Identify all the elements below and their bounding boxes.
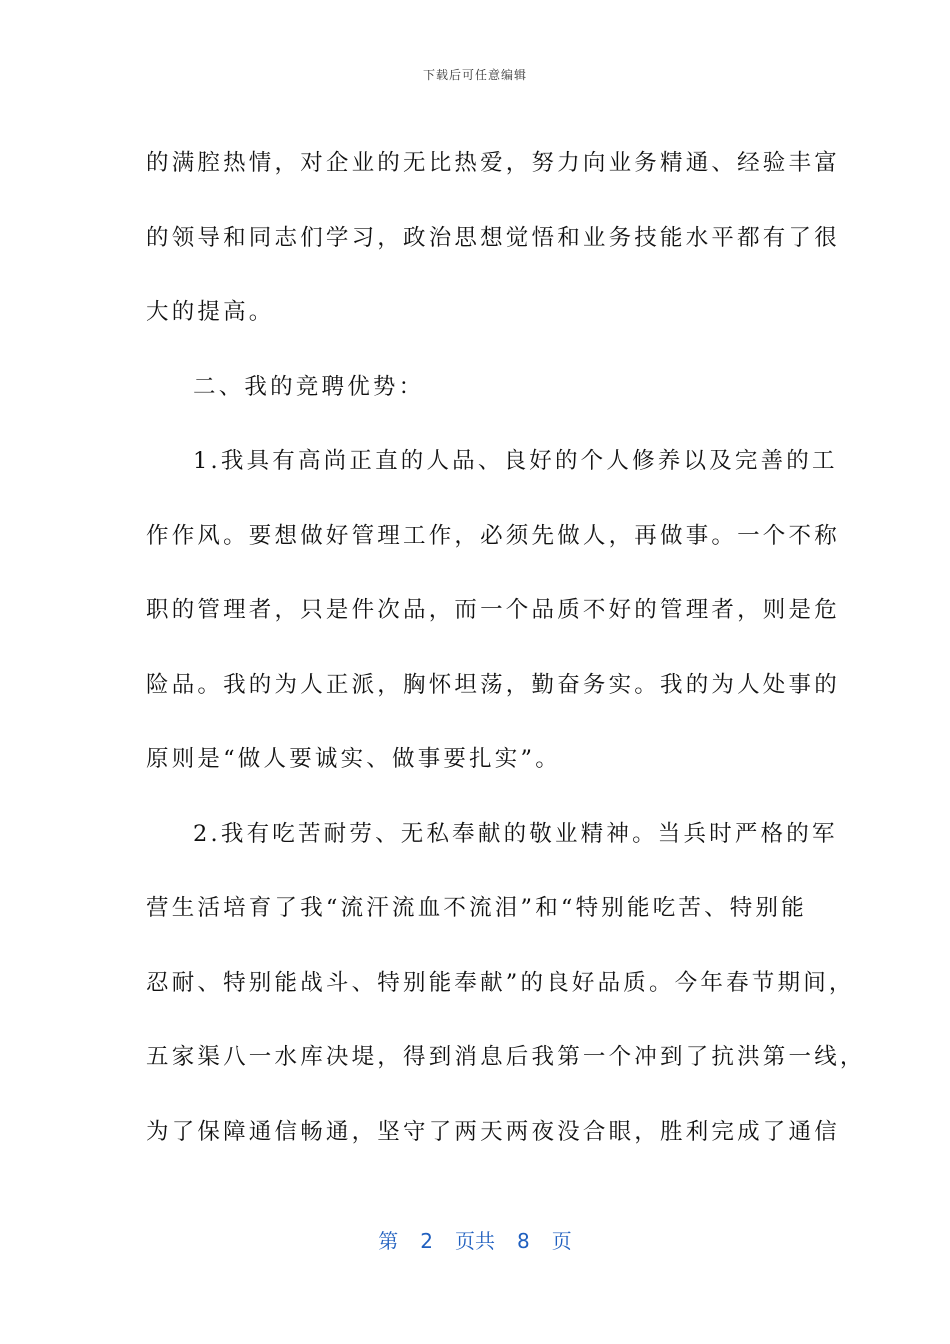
current-page-number: 2: [420, 1229, 433, 1253]
page-header: 下载后可任意编辑: [422, 68, 527, 82]
body-line: 大的提高。: [146, 299, 275, 325]
body-line: 五家渠八一水库决堤，得到消息后我第一个冲到了抗洪第一线，: [146, 1044, 866, 1070]
body-line: 1.我具有高尚正直的人品、良好的个人修养以及完善的工: [193, 448, 838, 474]
page-footer: [0, 1225, 950, 1254]
body-line: 忍耐、特别能战斗、特别能奉献”的良好品质。今年春节期间，: [146, 969, 855, 996]
body-line: 作作风。要想做好管理工作，必须先做人，再做事。一个不称: [146, 522, 840, 549]
body-line: 2.我有吃苦耐劳、无私奉献的敬业精神。当兵时严格的军: [193, 820, 838, 847]
body-line: 险品。我的为人正派，胸怀坦荡，勤奋务实。我的为人处事的: [146, 671, 840, 698]
body-line: 的满腔热情，对企业的无比热爱，努力向业务精通、经验丰富: [146, 150, 840, 176]
body-line: 为了保障通信畅通，坚守了两天两夜没合眼，胜利完成了通信: [146, 1118, 840, 1145]
page-suffix: 页: [551, 1229, 572, 1253]
body-line: 原则是“做人要诚实、做事要扎实”。: [146, 746, 561, 772]
page-middle: 页共: [455, 1229, 495, 1253]
document-body: [146, 126, 866, 1169]
body-line: 的领导和同志们学习，政治思想觉悟和业务技能水平都有了很: [146, 224, 840, 251]
section-heading: 二、我的竞聘优势：: [193, 373, 425, 400]
total-pages-number: 8: [517, 1229, 530, 1253]
body-line: 职的管理者，只是件次品，而一个品质不好的管理者，则是危: [146, 597, 840, 623]
page-prefix: 第: [378, 1229, 399, 1253]
body-line: 营生活培育了我“流汗流血不流泪”和“特别能吃苦、特别能: [146, 895, 807, 921]
